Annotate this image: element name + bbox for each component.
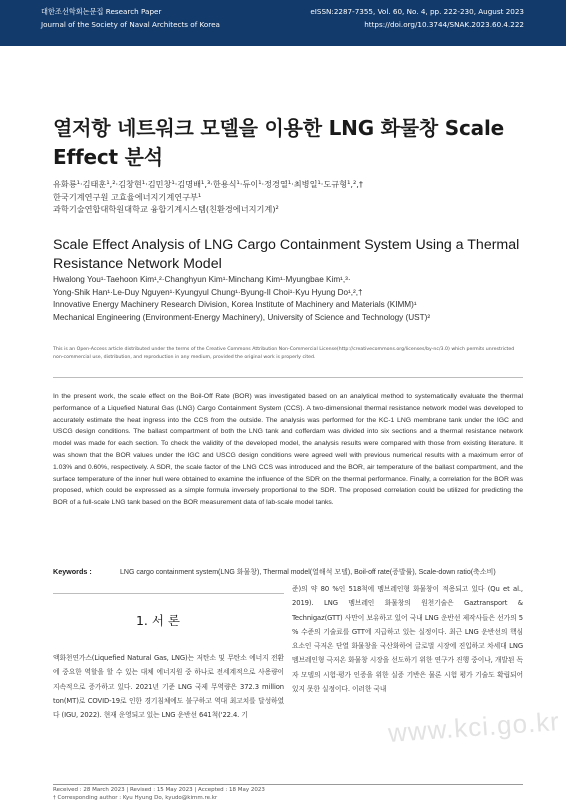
- affiliation-en-2: Mechanical Engineering (Environment-Energy Machinery), University of Science and Technology (UST)²: [53, 312, 431, 322]
- issn-text: eISSN:2287-7355, Vol. 60, No. 4, pp. 222-230, August 2023: [310, 7, 524, 16]
- affiliation-en-1: Innovative Energy Machinery Research Division, Korea Institute of Machinery and Materials (KIMM)¹: [53, 300, 417, 309]
- divider-top: [53, 377, 523, 378]
- affiliation-ko-2: 과학기술연합대학원대학교 융합기계시스템(친환경에너지기계)²: [53, 204, 279, 214]
- footer-dates: Received : 28 March 2023 | Revised : 15 May 2023 | Accepted : 18 May 2023: [53, 787, 265, 793]
- footer-divider: [53, 784, 523, 785]
- footer-corresponding-author: † Corresponding author : Kyu Hyung Do, kyudo@kimm.re.kr: [53, 795, 218, 801]
- abstract-text: In the present work, the scale effect on the Boil-Off Rate (BOR) was investigated based on an analytical method to systematically evaluate the thermal performance of a Liquefied Natural Gas (LNG) Cargo Containment System (CCS). A two-dimensional thermal resistance network model was developed to accurately estimate the heat ingress into the CCS from the outside. The analysis was performed for the KC-1 LNG membrane tank under the IGC and USCG design conditions. The ballast compartment of both the LNG tank and cofferdam was divided into six sections and a thermal resistance network model was made for each section. To check the validity of the developed model, the analysis results were compared with those from existing literature. It was shown that the BOR values under the IGC and USCG design conditions were agreed well with previous numerical results with a maximum error of 1.03% and 0.60%, respectively. A SDR, the scale factor of the LNG CCS was introduced and the BOR, air temperature of the ballast compartment, and the surface temperature of the inner hull were obtained to examine the influence of the SDR on the thermal performance. Finally, a correlation for the BOR was proposed, which could be expressed as a simple formula inversely proportional to the SDR. The proposed correlation could be utilized for predicting the BOR of a full-scale LNG tank based on the BOR measurement data of lab-scale model tanks.: [53, 393, 523, 507]
- watermark-text: www.kci.go.kr: [387, 706, 561, 748]
- body-column-left: 액화천연가스(Liquefied Natural Gas, LNG)는 저탄소 및 무탄소 에너지 전환에 중요한 역할을 할 수 있는 대체 에너지원 중 하나로 전세계적으로 사용량이 지속적으로 증가하고 있다. 2021년 기준 LNG 국제 무역량은 372.3 million ton(MT)로 COVID-19로 인한 경기침체에도 불구하고 역대 최고치를 달성하였다 (IGU, 2022). 현재 운영되고 있는 LNG 운반선 641척('22.4. 기: [53, 654, 284, 720]
- paper-title-en: Scale Effect Analysis of LNG Cargo Containment System Using a Thermal Resistance Network Model: [53, 237, 520, 272]
- authors-ko-block: [53, 178, 523, 216]
- authors-en-line-1: Hwalong You¹·Taehoon Kim¹,²·Changhyun Kim¹·Minchang Kim¹·Myungbae Kim¹,³·: [53, 275, 351, 284]
- license-notice: This is an Open-Access article distributed under the terms of the Creative Commons Attribution Non-Commercial License(http://creativecommons.org/licenses/by-nc/3.0) which permits unrestricted non-commercial use, distribution, and reproduction in any medium, provided the original work is properly cited.: [53, 347, 515, 360]
- journal-name-ko: 대한조선학회논문집 Research Paper: [41, 7, 162, 16]
- section-title-introduction: 1. 서 론: [135, 613, 181, 628]
- authors-en-block: [53, 274, 533, 324]
- divider-keywords: [53, 593, 284, 594]
- journal-name-block: [41, 5, 220, 31]
- body-column-right: 준)의 약 80 %인 518척에 멤브레인형 화물창이 적용되고 있다 (Qu et al., 2019). LNG 멤브레인 화물창의 원천기술은 Gaztransport & Technigaz(GTT) 사만이 보유하고 있어 국내 LNG 운반선 제작사들은 선가의 5 % 수준의 기술료를 GTT에 지급하고 있는 실정이다. 최근 LNG 운반선의 핵심 요소인 극저온 단열 화물창을 국산화하여 글로벌 시장에 진입하고 차세대 LNG 멤브레인형 극저온 화물창 시장을 선도하기 위한 연구가 진행 중이나, 개발된 독자 모델의 시험·평가 인증을 위한 실증 기반은 물론 시험 평가 기술도 확립되어 있지 못한 실정이다. 이러한 국내: [292, 585, 523, 694]
- keywords-text: LNG cargo containment system(LNG 화물창), Thermal model(열해석 모델), Boil-off rate(증발률), Scale-down ratio(축소비): [120, 569, 496, 576]
- affiliation-ko-1: 한국기계연구원 고효율에너지기계연구부¹: [53, 191, 202, 202]
- journal-name-en: Journal of the Society of Naval Architects of Korea: [41, 20, 220, 29]
- journal-header: [0, 0, 566, 46]
- authors-ko: 유화룡¹·김태훈¹,²·김창현¹·김민창¹·김명배¹,³·한용식¹·듀이¹·정경열¹·최병일¹·도규형¹,²,†: [53, 179, 363, 189]
- authors-en-line-2: Yong-Shik Han¹·Le-Duy Nguyen¹·Kyungyul Chung¹·Byung-Il Choi¹·Kyu Hyung Do¹,²,†: [53, 287, 363, 297]
- keywords-label: Keywords :: [53, 567, 92, 576]
- issue-info-block: [310, 5, 524, 31]
- paper-title-ko: 열저항 네트워크 모델을 이용한 LNG 화물창 Scale Effect 분석: [53, 116, 504, 169]
- doi-link[interactable]: https://doi.org/10.3744/SNAK.2023.60.4.222: [364, 20, 524, 29]
